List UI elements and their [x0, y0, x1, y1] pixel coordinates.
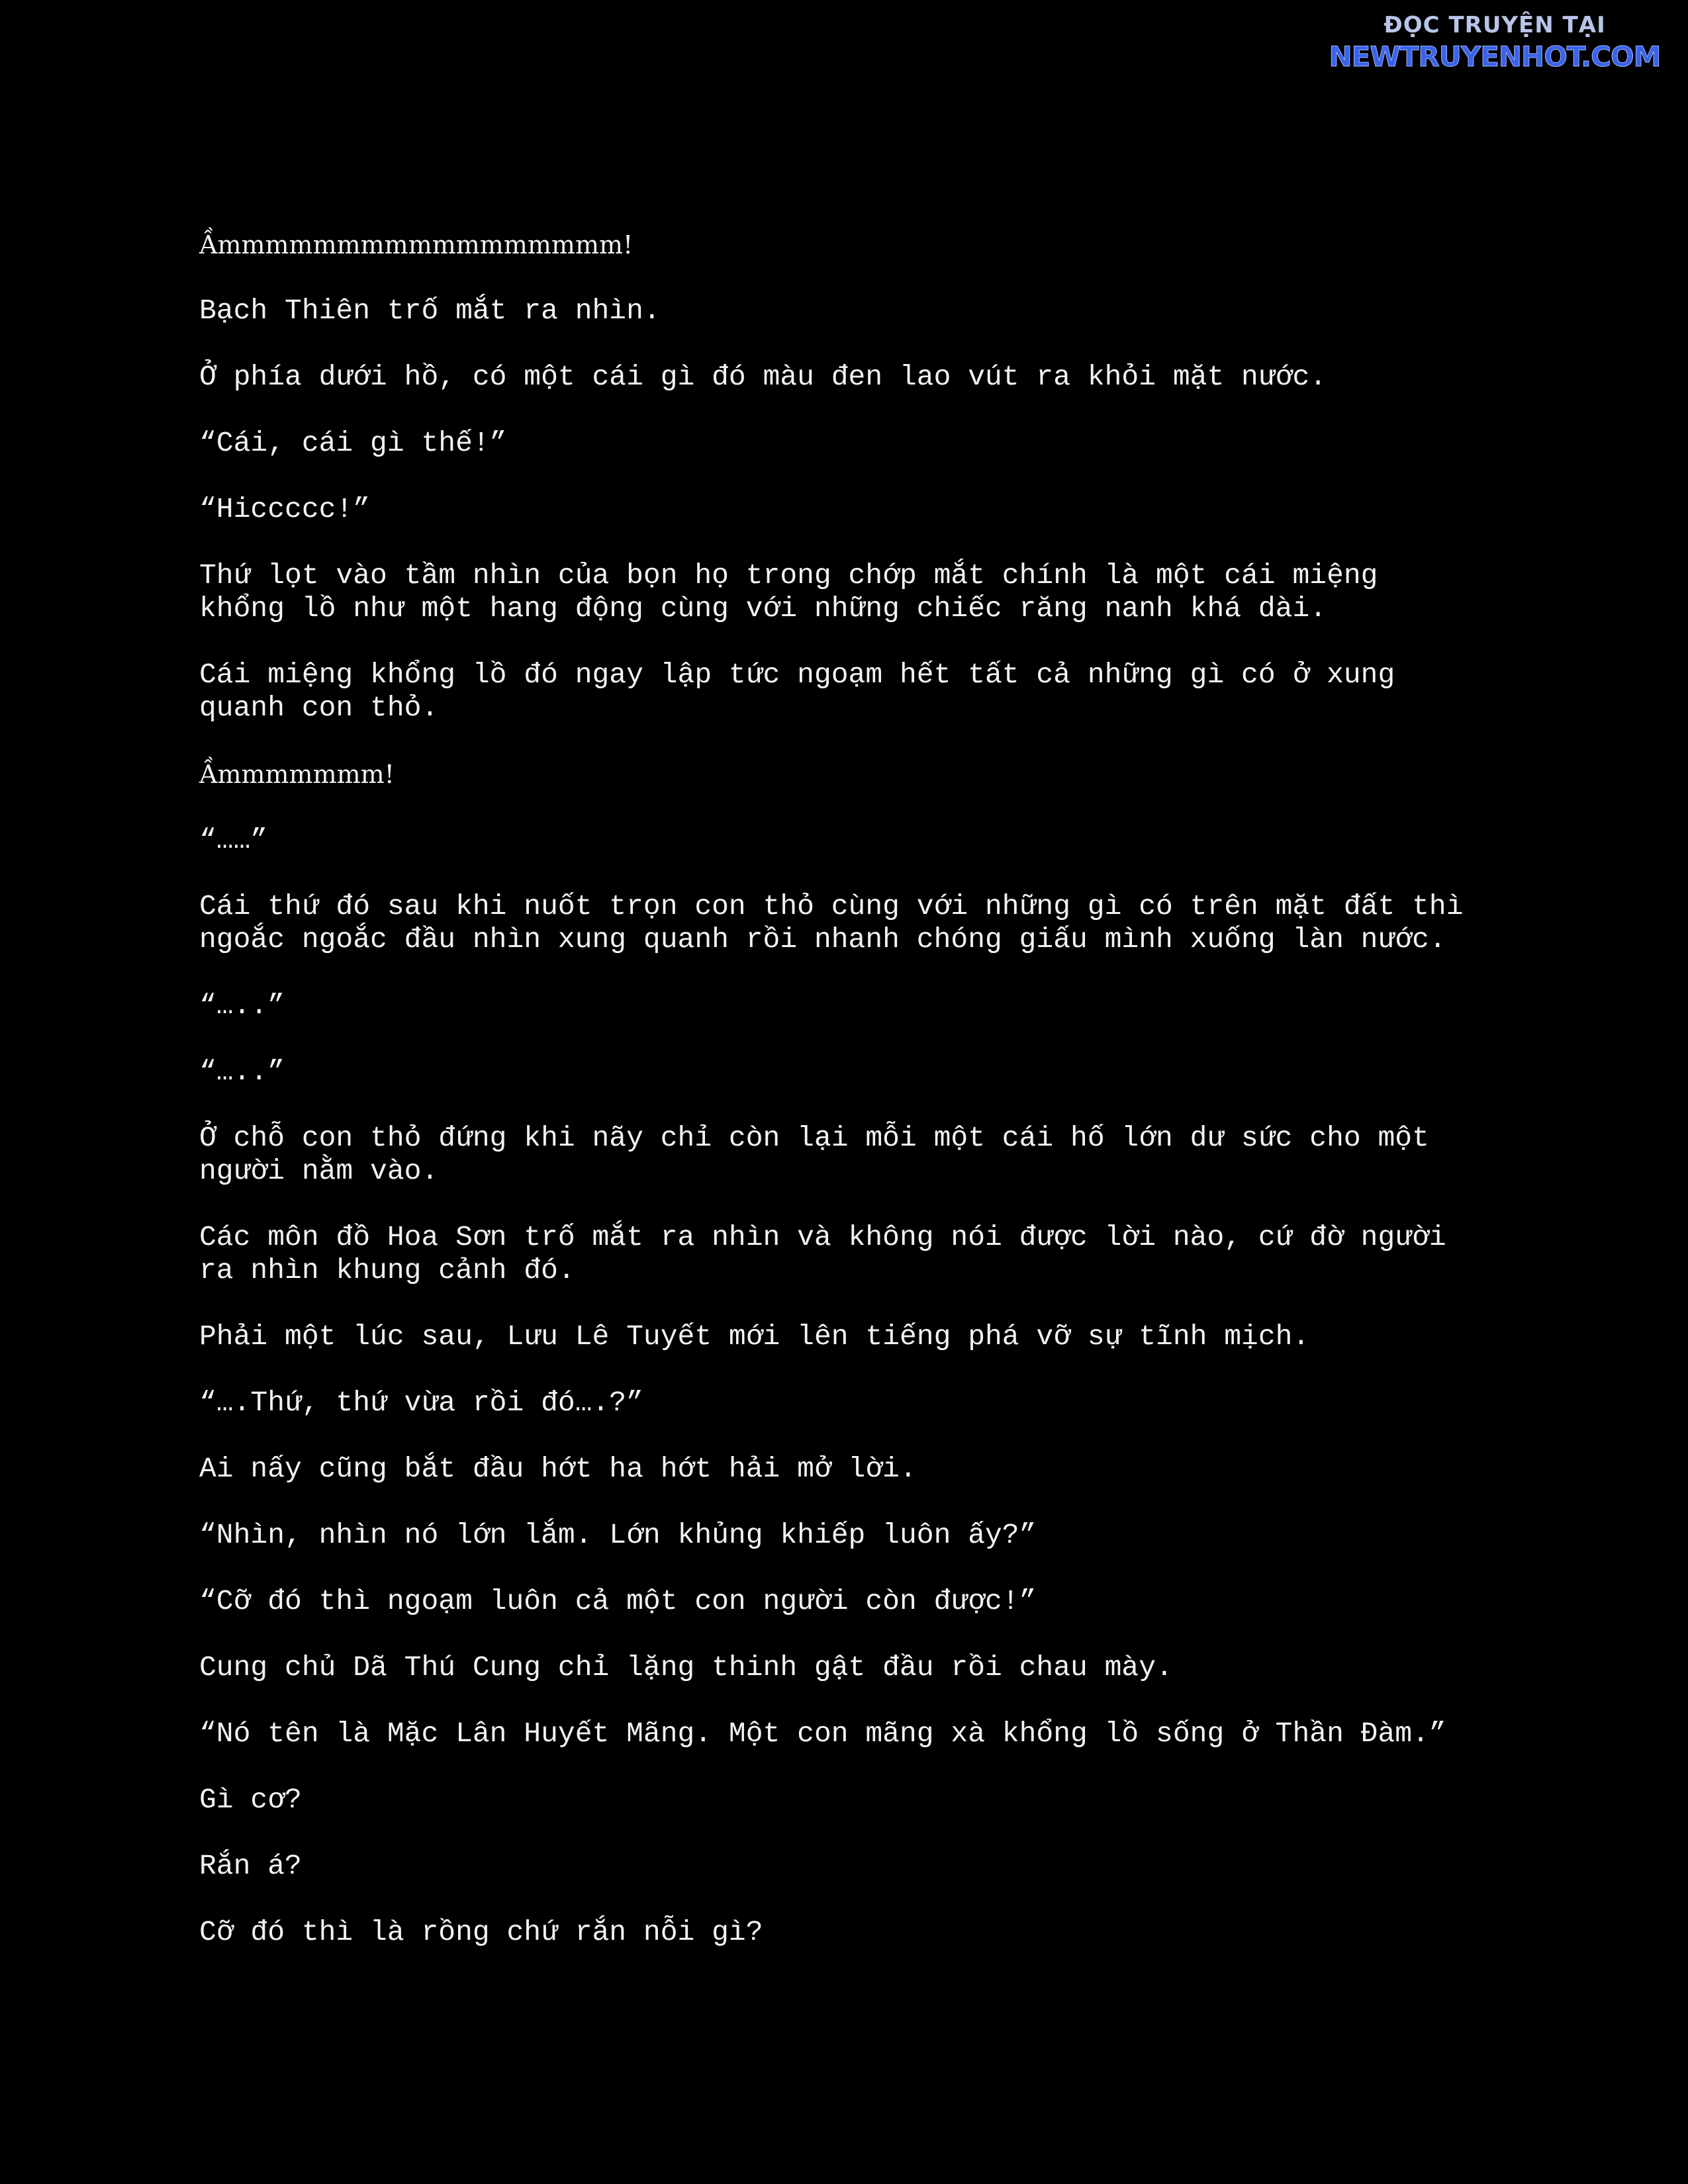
- paragraph: Cung chủ Dã Thú Cung chỉ lặng thinh gật đầu rồi chau mày.: [199, 1651, 1173, 1684]
- paragraph: Cỡ đó thì là rồng chứ rắn nỗi gì?: [199, 1916, 763, 1948]
- paragraph: Phải một lúc sau, Lưu Lê Tuyết mới lên tiếng phá vỡ sự tĩnh mịch.: [199, 1320, 1310, 1353]
- paragraph-dialogue: “Hiccccc!”: [199, 493, 371, 525]
- paragraph-dialogue: “…..”: [199, 989, 285, 1022]
- watermark-line-top: ĐỌC TRUYỆN TẠI: [1383, 12, 1606, 38]
- paragraph-sound-effect: Ầmmmmmmm!: [199, 760, 395, 789]
- paragraph-dialogue: “Nhìn, nhìn nó lớn lắm. Lớn khủng khiếp luôn ấy?”: [199, 1519, 1037, 1551]
- paragraph: Thứ lọt vào tầm nhìn của bọn họ trong chớp mắt chính là một cái miệng khổng lồ như một hang động cùng với những chiếc răng nanh khá dài.: [199, 559, 1378, 625]
- paragraph-dialogue: “Cỡ đó thì ngoạm luôn cả một con người còn được!”: [199, 1585, 1037, 1617]
- paragraph-dialogue: “Cái, cái gì thế!”: [199, 427, 507, 459]
- paragraph: Ở chỗ con thỏ đứng khi nãy chỉ còn lại mỗi một cái hố lớn dư sức cho một người nằm vào.: [199, 1122, 1429, 1187]
- paragraph: Cái miệng khổng lồ đó ngay lập tức ngoạm hết tất cả những gì có ở xung quanh con thỏ.: [199, 659, 1395, 724]
- paragraph-dialogue: “….Thứ, thứ vừa rồi đó….?”: [199, 1387, 643, 1419]
- story-text-body: [199, 228, 1523, 1982]
- paragraph-dialogue: “……”: [199, 824, 268, 856]
- paragraph-dialogue: “Nó tên là Mặc Lân Huyết Mãng. Một con mãng xà khổng lồ sống ở Thần Đàm.”: [199, 1717, 1446, 1750]
- paragraph-sound-effect: Ầmmmmmmmmmmmmmmmmm!: [199, 230, 633, 259]
- paragraph: Ở phía dưới hồ, có một cái gì đó màu đen lao vút ra khỏi mặt nước.: [199, 361, 1327, 393]
- paragraph: Bạch Thiên trố mắt ra nhìn.: [199, 295, 661, 327]
- watermark-site-url: NEWTRUYENHOT.COM: [1329, 40, 1661, 73]
- paragraph: Các môn đồ Hoa Sơn trố mắt ra nhìn và không nói được lời nào, cứ đờ người ra nhìn khung cảnh đó.: [199, 1221, 1446, 1287]
- paragraph: Gì cơ?: [199, 1784, 302, 1816]
- paragraph: Rắn á?: [199, 1850, 302, 1882]
- site-watermark: [1323, 11, 1667, 74]
- paragraph-dialogue: “…..”: [199, 1056, 285, 1088]
- paragraph: Ai nấy cũng bắt đầu hớt ha hớt hải mở lời.: [199, 1453, 917, 1485]
- paragraph: Cái thứ đó sau khi nuốt trọn con thỏ cùng với những gì có trên mặt đất thì ngoắc ngoắc đầu nhìn xung quanh rồi nhanh chóng giấu mình xuống làn nước.: [199, 890, 1464, 956]
